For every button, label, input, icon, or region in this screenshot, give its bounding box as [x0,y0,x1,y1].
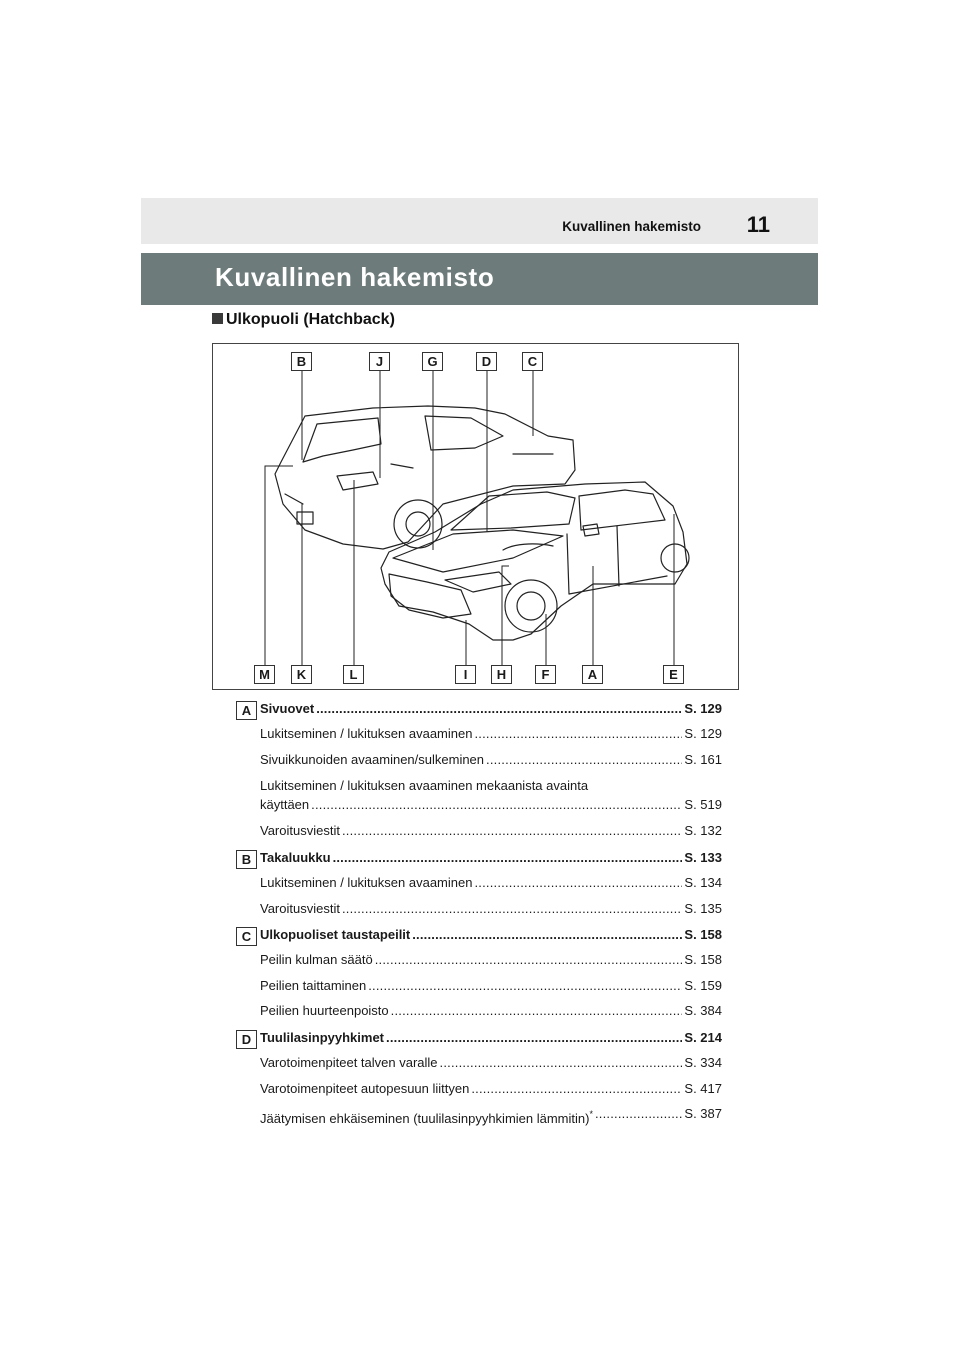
figure-label-e: E [663,665,684,684]
figure-label-l: L [343,665,364,684]
entry-letter-c: C [236,927,257,946]
entry-sub[interactable]: Varotoimenpiteet autopesuun liittyen ..... S. 417 [260,1080,722,1098]
page-number: 11 [746,212,770,237]
figure-label-g: G [422,352,443,371]
footnote-asterisk: * [589,1109,593,1119]
rear-car-side-window [425,416,503,450]
figure-label-d: D [476,352,497,371]
page-header [141,198,818,244]
car-illustration [213,344,740,691]
entry-sub[interactable]: Peilien taittaminen ..... S. 159 [260,977,722,995]
car-exterior-figure [212,343,739,690]
figure-label-j: J [369,352,390,371]
entry-letter-d: D [236,1030,257,1049]
entry-main-d[interactable]: Tuulilasinpyyhkimet ..... S. 214 [260,1029,722,1047]
entry-sub[interactable]: Varotoimenpiteet talven varalle ..... S. 334 [260,1054,722,1072]
front-car-rear-wheel [661,544,689,572]
page-title: Kuvallinen hakemisto [215,262,495,292]
entry-sub[interactable]: käyttäen ..... S. 519 [260,796,722,814]
subsection-heading [212,311,395,329]
front-car-body [381,482,687,640]
entry-sub[interactable]: Peilin kulman säätö ..... S. 158 [260,951,722,969]
entry-sub[interactable]: Jäätymisen ehkäiseminen (tuulilasinpyyhkimien lämmitin)* ..... S. 387 [260,1105,722,1128]
entry-sub[interactable]: Sivuikkunoiden avaaminen/sulkeminen ..... S. 161 [260,751,722,769]
entry-letter-a: A [236,701,257,720]
rear-car-rear-window [303,418,381,462]
entry-main-c[interactable]: Ulkopuoliset taustapeilit ..... S. 158 [260,926,722,944]
rear-car-body [275,406,575,549]
figure-label-b: B [291,352,312,371]
rear-car-tail-lamp [337,472,378,490]
figure-label-c: C [522,352,543,371]
square-bullet-icon [212,313,223,324]
entry-main-a[interactable]: Sivuovet ..... S. 129 [260,700,722,718]
front-car-front-wheel [505,580,557,632]
entry-main-b[interactable]: Takaluukku ..... S. 133 [260,849,722,867]
entry-sub[interactable]: Varoitusviestit ..... S. 135 [260,900,722,918]
entry-sub[interactable]: Lukitseminen / lukituksen avaaminen ..... S. 129 [260,725,722,743]
figure-label-h: H [491,665,512,684]
figure-label-k: K [291,665,312,684]
leader-lines [265,370,674,666]
header-section-title: Kuvallinen hakemisto [562,219,701,234]
figure-label-m: M [254,665,275,684]
entry-sub[interactable]: Varoitusviestit ..... S. 132 [260,822,722,840]
entry-sub-line1: Lukitseminen / lukituksen avaaminen mekaanista avainta [260,778,589,793]
title-bar [141,253,818,305]
entry-letter-b: B [236,850,257,869]
entry-sub[interactable]: Lukitseminen / lukituksen avaaminen ..... S. 134 [260,874,722,892]
entry-sub[interactable]: Peilien huurteenpoisto ..... S. 384 [260,1002,722,1020]
figure-label-a: A [582,665,603,684]
subsection-title: Ulkopuoli (Hatchback) [226,311,395,328]
figure-label-f: F [535,665,556,684]
front-car-side-window [579,490,665,530]
rear-car-license [297,512,313,524]
figure-label-i: I [455,665,476,684]
